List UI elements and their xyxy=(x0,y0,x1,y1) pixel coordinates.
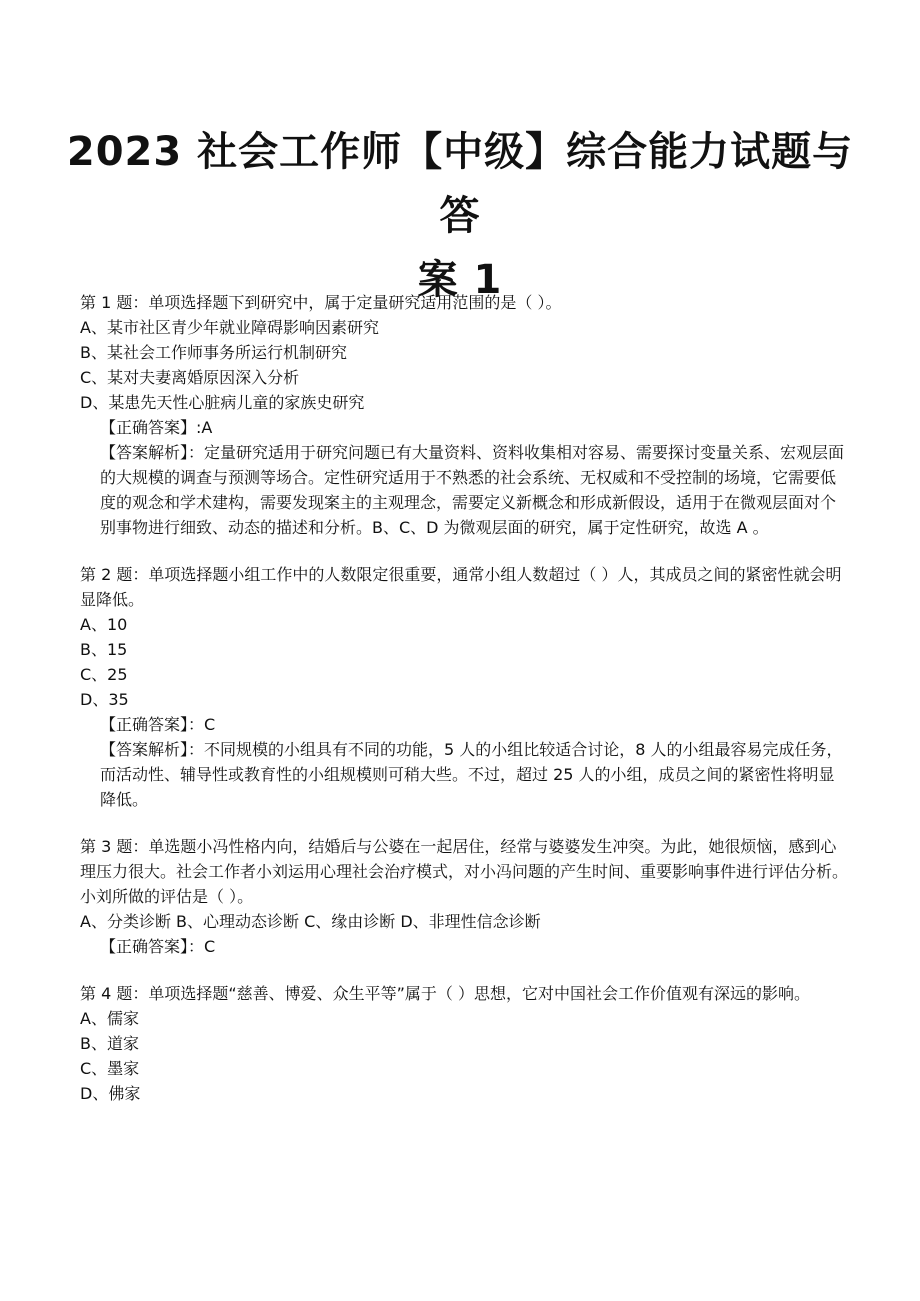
option-a: A、儒家 xyxy=(80,1009,139,1028)
question-3 xyxy=(80,834,850,959)
option-c: C、墨家 xyxy=(80,1059,140,1078)
option-a: A、10 xyxy=(80,615,128,634)
answer-analysis: 【答案解析】：定量研究适用于研究问题已有大量资料、资料收集相对容易、需要探讨变量关系、宏观层面的大规模的调查与预测等场合。定性研究适用于不熟悉的社会系统、无权威和不受控制的场境，它需要低度的观念和学术建构，需要发现案主的主观理念，需要定义新概念和形成新假设，适用于在微观层面对个别事物进行细致、动态的描述和分析。B、C、D 为微观层面的研究，属于定性研究，故选 A 。 xyxy=(100,443,845,537)
option-b: B、15 xyxy=(80,640,128,659)
question-1 xyxy=(80,290,850,540)
question-stem: 第 3 题：单选题小冯性格内向，结婚后与公婆在一起居住，经常与婆婆发生冲突。为此，她很烦恼，感到心理压力很大。社会工作者小刘运用心理社会治疗模式，对小冯问题的产生时间、重要影响事件进行评估分析。小刘所做的评估是（ ）。 xyxy=(80,837,849,906)
correct-answer: 【正确答案】：C xyxy=(100,715,216,734)
question-stem: 第 4 题：单项选择题“慈善、博爱、众生平等”属于（ ）思想，它对中国社会工作价值观有深远的影响。 xyxy=(80,984,811,1003)
option-b: B、道家 xyxy=(80,1034,139,1053)
option-b: B、某社会工作师事务所运行机制研究 xyxy=(80,343,347,362)
title-line-1: 2023 社会工作师【中级】综合能力试题与答 xyxy=(66,129,854,239)
question-4 xyxy=(80,981,850,1106)
title-line-2: 案 1 xyxy=(417,257,503,303)
option-c: C、25 xyxy=(80,665,128,684)
question-stem: 第 2 题：单项选择题小组工作中的人数限定很重要，通常小组人数超过（ ）人，其成员之间的紧密性就会明显降低。 xyxy=(80,565,842,609)
option-c: C、某对夫妻离婚原因深入分析 xyxy=(80,368,300,387)
question-list xyxy=(80,290,850,1106)
options-inline: A、分类诊断 B、心理动态诊断 C、缘由诊断 D、非理性信念诊断 xyxy=(80,912,541,931)
correct-answer: 【正确答案】:A xyxy=(100,418,213,437)
option-d: D、佛家 xyxy=(80,1084,141,1103)
option-d: D、35 xyxy=(80,690,129,709)
answer-analysis: 【答案解析】：不同规模的小组具有不同的功能，5 人的小组比较适合讨论，8 人的小组最容易完成任务，而活动性、辅导性或教育性的小组规模则可稍大些。不过，超过 25 人的小组，成员之间的紧密性将明显降低。 xyxy=(100,740,843,809)
question-stem: 第 1 题：单项选择题下到研究中，属于定量研究适用范围的是（ ）。 xyxy=(80,293,562,312)
document-title xyxy=(60,120,860,312)
option-a: A、某市社区青少年就业障碍影响因素研究 xyxy=(80,318,379,337)
correct-answer: 【正确答案】：C xyxy=(100,937,216,956)
option-d: D、某患先天性心脏病儿童的家族史研究 xyxy=(80,393,365,412)
question-2 xyxy=(80,562,850,812)
